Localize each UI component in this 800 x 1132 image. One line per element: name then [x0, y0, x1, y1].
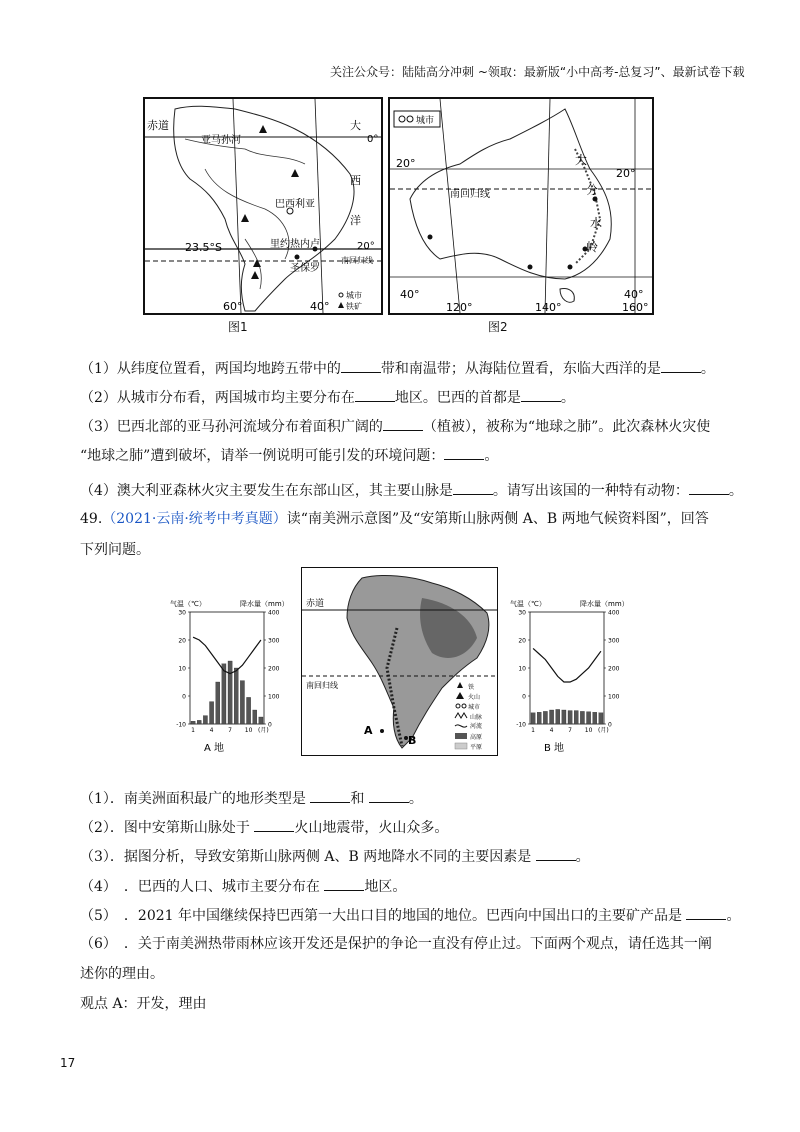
- month-tick-label: 4: [209, 727, 214, 734]
- precip-bar: [240, 681, 244, 724]
- precip-bar: [228, 661, 232, 724]
- range-shui: 水: [590, 216, 603, 230]
- lat-label: 23.5°S: [185, 241, 222, 254]
- fig2-lon140: 140°: [535, 301, 562, 313]
- left-tick-label: 20: [178, 637, 186, 645]
- chart-b-caption: B 地: [544, 743, 565, 754]
- figure-1-map: [143, 97, 383, 315]
- precip-bar: [247, 697, 251, 724]
- q49-sub-6: （6） ．关于南美洲热带雨林应该开发还是保护的争论一直没有停止过。下面两个观点，请任选其一阐: [80, 936, 712, 952]
- samap-tropic: 南回归线: [306, 681, 338, 690]
- precip-bar: [210, 702, 214, 724]
- q49-source: （2021·云南·统考中考真题）: [102, 511, 287, 527]
- precip-bar: [191, 721, 195, 724]
- right-tick-label: 200: [608, 665, 620, 673]
- precip-bar: [234, 668, 238, 724]
- answer-blank[interactable]: [686, 905, 726, 920]
- right-tick-label: 100: [608, 693, 620, 701]
- figure-2-caption: 图2: [488, 320, 508, 334]
- deg20-label: 20°: [357, 241, 375, 252]
- answer-blank[interactable]: [341, 358, 381, 373]
- q49-stem-2: 下列问题。: [80, 542, 150, 558]
- climate-chart-a: [168, 596, 286, 754]
- range-da: 大: [575, 153, 588, 167]
- q49-sub-5: （5） ．2021 年中国继续保持巴西第一大出口目的地国的地位。巴西向中国出口的主要矿产品是 。: [80, 905, 740, 926]
- precip-bar: [556, 709, 560, 724]
- atlantic-yang: 洋: [350, 214, 361, 227]
- left-tick-label: 30: [518, 609, 526, 617]
- samap-equator: 赤道: [306, 599, 325, 609]
- south-america-map: [301, 567, 498, 756]
- page-header: 关注公众号：陆陆高分冲刺 ~领取：最新版“小中高考-总复习”、最新试卷下载: [330, 65, 745, 79]
- precip-bar: [593, 712, 597, 724]
- atlantic-xi: 西: [350, 174, 361, 187]
- right-tick-label: 300: [268, 637, 280, 645]
- legend-iron: 铁矿: [346, 302, 362, 311]
- q49-sub-4: （4） ．巴西的人口、城市主要分布在 地区。: [80, 876, 406, 897]
- precip-bar: [259, 717, 263, 724]
- precip-axis-title: 降水量（mm）: [240, 600, 286, 608]
- precip-bar: [531, 713, 535, 724]
- precip-bar: [543, 711, 547, 724]
- climate-chart-b: [508, 596, 626, 754]
- left-tick-label: -10: [176, 721, 186, 729]
- precip-bar: [222, 664, 226, 724]
- right-tick-label: 400: [268, 609, 280, 617]
- answer-blank[interactable]: [444, 445, 484, 460]
- right-tick-label: 100: [268, 693, 280, 701]
- figure-2-map: [388, 97, 654, 315]
- legend-city: 城市: [468, 704, 481, 711]
- precip-bar: [568, 711, 572, 724]
- temp-line: [533, 648, 601, 682]
- deg40-label: 40°: [310, 300, 330, 313]
- month-unit-label: (月): [598, 727, 609, 734]
- answer-blank[interactable]: [310, 788, 350, 803]
- answer-blank[interactable]: [453, 480, 493, 495]
- legend-iron: 铁: [468, 684, 475, 691]
- month-tick-label: 4: [549, 727, 554, 734]
- precip-bar: [197, 720, 201, 724]
- answer-blank[interactable]: [369, 788, 409, 803]
- answer-blank[interactable]: [355, 387, 395, 402]
- month-tick-label: 1: [531, 727, 535, 734]
- fig2-legend: 城市: [416, 116, 435, 126]
- deg60-label: 60°: [223, 300, 243, 313]
- answer-blank[interactable]: [324, 876, 364, 891]
- page-number: 17: [60, 1056, 76, 1070]
- month-tick-label: 7: [568, 727, 572, 734]
- left-tick-label: 30: [178, 609, 186, 617]
- plot-frame: [190, 612, 264, 724]
- plot-frame: [530, 612, 604, 724]
- left-tick-label: 20: [518, 637, 526, 645]
- atlantic-da: 大: [350, 119, 361, 132]
- q49-sub-2: （2）．图中安第斯山脉处于 火山地震带，火山众多。: [80, 817, 448, 838]
- temp-line: [193, 637, 261, 673]
- precip-bar: [587, 712, 591, 724]
- month-tick-label: 10: [584, 727, 593, 734]
- fig2-deg40-right: 40°: [624, 288, 644, 301]
- left-tick-label: -10: [516, 721, 526, 729]
- legend-city: 城市: [346, 291, 362, 300]
- climate-chart-b-svg: [508, 596, 626, 754]
- legend-mountain: 山脉: [470, 714, 483, 721]
- answer-blank[interactable]: [383, 416, 423, 431]
- month-unit-label: (月): [258, 727, 269, 734]
- legend-plateau: 高原: [470, 734, 483, 741]
- fig2-lon160: 160°: [622, 301, 649, 313]
- fig2-lon120: 120°: [446, 301, 473, 313]
- month-tick-label: 10: [244, 727, 253, 734]
- month-tick-label: 1: [191, 727, 195, 734]
- right-tick-label: 300: [608, 637, 620, 645]
- right-tick-label: 400: [608, 609, 620, 617]
- tropic-label: 南回归线: [341, 256, 373, 265]
- right-tick-label: 200: [268, 665, 280, 673]
- q49-sub-6-cont: 述你的理由。: [80, 966, 164, 982]
- deg0-label: 0°: [367, 134, 379, 145]
- q48-line-2: （2）从城市分布看，两国城市均主要分布在 地区。巴西的首都是 。: [80, 387, 575, 408]
- q48-line-4: “地球之肺”遭到破坏，请举一例说明可能引发的环境问题： 。: [80, 445, 498, 466]
- range-fen: 分: [586, 183, 599, 197]
- answer-blank[interactable]: [689, 480, 729, 495]
- answer-blank[interactable]: [254, 817, 294, 832]
- q48-line-5: （4）澳大利亚森林火灾主要发生在东部山区，其主要山脉是 。请写出该国的一种特有动物： 。: [80, 480, 743, 501]
- amazon-label: 亚马孙河: [201, 135, 241, 146]
- equator-label: 赤道: [147, 119, 169, 132]
- precip-bar: [253, 710, 257, 724]
- precip-bar: [562, 710, 566, 724]
- precip-bar: [537, 712, 541, 724]
- right-tick-label: 0: [608, 721, 612, 729]
- answer-blank[interactable]: [536, 846, 576, 861]
- fig2-deg40-left: 40°: [400, 288, 420, 301]
- precip-bar: [203, 716, 207, 724]
- point-b-label: B: [408, 734, 417, 747]
- chart-a-caption: A 地: [204, 743, 225, 754]
- viewpoint-a: 观点 A：开发，理由: [80, 996, 207, 1012]
- legend-volcano: 火山: [468, 694, 481, 701]
- legend-river: 河流: [470, 723, 483, 730]
- rio-label: 里约热内卢: [270, 239, 320, 250]
- left-tick-label: 10: [178, 665, 186, 673]
- precip-bar: [550, 710, 554, 724]
- fig2-deg20-left: 20°: [396, 157, 416, 170]
- figure-1-caption: 图1: [228, 320, 248, 334]
- q48-line-3: （3）巴西北部的亚马孙河流域分布着面积广阔的 （植被），被称为“地球之肺”。此次森林火灾使: [80, 416, 710, 437]
- precip-bar: [216, 682, 220, 724]
- temp-axis-title: 气温（℃）: [510, 600, 546, 608]
- left-tick-label: 0: [522, 693, 526, 701]
- q49-sub-3: （3）．据图分析，导致安第斯山脉两侧 A、B 两地降水不同的主要因素是 。: [80, 846, 590, 867]
- answer-blank[interactable]: [521, 387, 561, 402]
- climate-chart-a-svg: [168, 596, 286, 754]
- right-tick-label: 0: [268, 721, 272, 729]
- precip-bar: [574, 711, 578, 724]
- precip-bar: [580, 711, 584, 724]
- month-tick-label: 7: [228, 727, 232, 734]
- precip-bar: [599, 713, 603, 724]
- point-a-label: A: [364, 724, 373, 737]
- answer-blank[interactable]: [661, 358, 701, 373]
- precip-axis-title: 降水量（mm）: [580, 600, 626, 608]
- fig2-deg20-right: 20°: [616, 167, 636, 180]
- legend-plain: 平原: [470, 744, 483, 751]
- range-ling: 岭: [586, 240, 599, 254]
- left-tick-label: 10: [518, 665, 526, 673]
- saopaulo-label: 圣保罗: [290, 263, 320, 274]
- brasilia-label: 巴西利亚: [275, 199, 315, 210]
- q49-sub-1: （1）．南美洲面积最广的地形类型是 和 。: [80, 788, 423, 809]
- left-tick-label: 0: [182, 693, 186, 701]
- fig2-tropic: 南回归线: [450, 189, 490, 200]
- temp-axis-title: 气温（℃）: [170, 600, 206, 608]
- q49-stem: 49.（2021·云南·统考中考真题）读“南美洲示意图”及“安第斯山脉两侧 A、B 两地气候资料图”，回答: [80, 511, 709, 527]
- q48-line-1: （1）从纬度位置看，两国均地跨五带中的 带和南温带；从海陆位置看，东临大西洋的是 。: [80, 358, 715, 379]
